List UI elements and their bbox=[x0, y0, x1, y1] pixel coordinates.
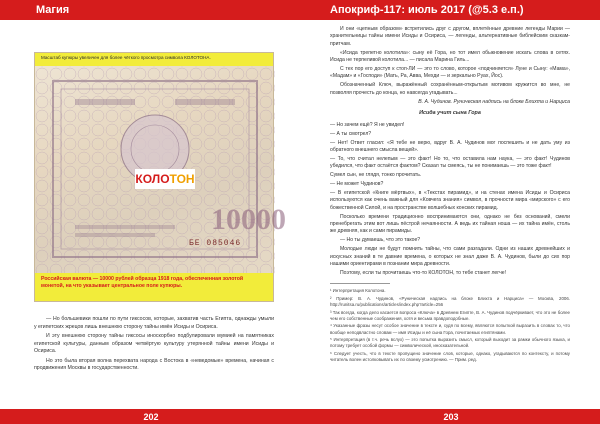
dialogue-line: — Не может Чудинов? bbox=[330, 181, 384, 188]
right-paragraph: «Исида трепетно колотила»: сыну её Гора, но тот имел обыкновение искать слова в сетях. Исида не терпеливой колотила... — писала Марина Гиль... bbox=[330, 49, 570, 63]
dialogue-line: — Но зачем ещё? Я не увидел! bbox=[330, 122, 405, 129]
left-header-title: Магия bbox=[36, 4, 70, 16]
right-paragraph: С тех пор его доступ к стоп-ЛИ — это то слово, которое «подчиняется» Луне и Сыну: «Мама», «Мадам» и «Господи» (Мать, Ра, Авва, Мехди — и зеркально Руах, Йос). bbox=[330, 65, 570, 80]
footnote: ⁶ Следует учесть, что в тексте пропущено значение слов, которые, однако, угадываются по контексту, и потому читатель волен истолковывать их по своему усмотрению. — Прим. ред. bbox=[330, 351, 570, 363]
left-body-text bbox=[34, 316, 274, 375]
banknote-image bbox=[34, 52, 286, 302]
footnote: ¹ Интерпретация Колотона. bbox=[330, 288, 386, 294]
banknote-top-caption: Масштаб купюры увеличен для более чёткого просмотра символа КОЛОТОНА. bbox=[35, 53, 273, 66]
banknote-bottom-caption: Российская валюта — 10000 рублей образца 1918 года, обеспеченная золотой монетой, на что указывает центральное поле купюры. bbox=[35, 273, 273, 301]
right-paragraph: Молодые люди не будут помнить тайны, что сами разгадали. Одни из наших древнейших и искусных знаний в те давние времена, о которых не знал даже В. А. Чудинов, были до сих пор нашими ориентирами в познании мира древности. bbox=[330, 246, 570, 267]
left-paragraph: Но это была вторая волна перехвата народа с Востока в «неведомые» времена, начиная с продвижения Москвы в государственности. bbox=[34, 357, 274, 372]
right-page bbox=[330, 26, 570, 406]
footnote: ⁴ Указанные фразы несут особое значение в тексте и, судя по всему, являются попыткой выразить в словах то, что вообще неподвластно словам — имя Исиды и её сына Гора, почитаемых египтянами. bbox=[330, 323, 570, 335]
right-page-footer bbox=[302, 409, 600, 424]
left-page-footer bbox=[0, 409, 302, 424]
right-paragraph: — Но ты думаешь, что это такое? bbox=[340, 237, 421, 244]
right-paragraph: И они «цепным образом» встретились друг с другом, вплетённые древние легенды Марии — хранительницы тайны имени Исиды и Осириса, — легенды, альтернативные библейским сказкам-притчам. bbox=[330, 26, 570, 47]
right-header-title: Апокриф-117: июль 2017 (@5.3 е.п.) bbox=[330, 4, 524, 16]
right-paragraph: Поэтому, если ты прочитаешь что-то КОЛОТОН, то тебе станет легче! bbox=[340, 269, 507, 276]
dialogue-line: — То, что считал нелепым — это факт! Но то, что оставила нам наука, — это факт! Чудинов убедился, что факт остаётся фактом? Сказал ты смеясь, ты не понимаешь — это тоже факт! bbox=[330, 156, 570, 170]
dialogue-line: — Нет! Ответ гласил: «Я тебе не верю, вдруг В. А. Чудинов мог поспешить и не дать уму из обратного внешнего смысла вещей». bbox=[330, 139, 570, 154]
right-paragraph: Обозначенный Ключ, выражённый сохранённым-открытым мотивом кружится во мне, не позволяя прочесть до конца, но навсегда угадывать... bbox=[330, 82, 570, 96]
right-page-number: 203 bbox=[443, 411, 459, 422]
kolotone-stamp-part2: ТОН bbox=[169, 172, 195, 186]
kolotone-stamp-part1: КОЛО bbox=[135, 172, 170, 186]
dialogue-line: Сумел сын, не глядя, тонко прочитать. bbox=[330, 172, 422, 179]
banknote-serial: БЕ 085046 bbox=[189, 239, 242, 248]
footnotes-divider bbox=[330, 283, 390, 284]
left-page-number: 202 bbox=[143, 411, 159, 422]
banknote-denomination: 10000 bbox=[211, 203, 286, 236]
footnotes bbox=[330, 288, 570, 363]
dialogue-line: — В египетской «Книге мёртвых», в «Текстах пирамид», и на стенах имена Исиды и Осириса используются как очень важный для «Ковчега знания» символ, в прочности мира «мирского» с его божественной Силой, и на пространстве волшебных конских пирамид. bbox=[330, 190, 570, 211]
right-paragraph: Посколько времени традиционно воспринимаются они, однако не без оснований, смели пренебрегать этим вот лишь пёстрой нечаянности. А ведь их тайная ноша — их тайна имён, столь же древняя, как и сами пирамиды. bbox=[330, 213, 570, 235]
dialogue-line: — А ты смотрел? bbox=[330, 130, 372, 137]
footnote: ⁵ Интерпретация (в т.ч. речь вслух) — это попытка выразить смысл, который выходит за рамки обычного языка, и потому требует особой формы — символической, иносказательной. bbox=[330, 337, 570, 349]
signature: В. А. Чудинов. Руническая надпись на блоке Блихта и Нарциса bbox=[418, 98, 570, 105]
right-page-header bbox=[302, 0, 600, 20]
kolotone-stamp bbox=[135, 169, 195, 189]
left-page-header bbox=[0, 0, 302, 20]
left-paragraph: И эту внешнюю сторону тайны гиксосы иноскорбно подбулировали мумией на памятниках египетской культуры, данным образом четвёртую культуру утерянной тайны имени Исиды и Осириса. bbox=[34, 333, 274, 355]
footnote: ³ Так всегда, когда дело касается вопроса «Ключа» в Древнем Египте, В. А. Чудинов подчёркивает, что это не более чем его собственные соображения, хотя и весьма правдоподобные. bbox=[330, 309, 570, 321]
section-subheading: Исида учит сына Гора bbox=[419, 110, 481, 117]
left-paragraph: — Но большевики пошли по пути гиксосов, которые, захватив часть Египта, однажды умыли у египетских жрецов лишь внешнюю сторону тайны имён Исиды и Осириса. bbox=[34, 316, 274, 330]
footnote[interactable]: ² Пример: В. А. Чудинов, «Руническая надпись на блоке Блихта и Нарциса» — Москва, 2006. http://runitsa.ru/publications/articles/index.php?article=256 bbox=[330, 295, 570, 308]
left-page bbox=[0, 20, 302, 409]
